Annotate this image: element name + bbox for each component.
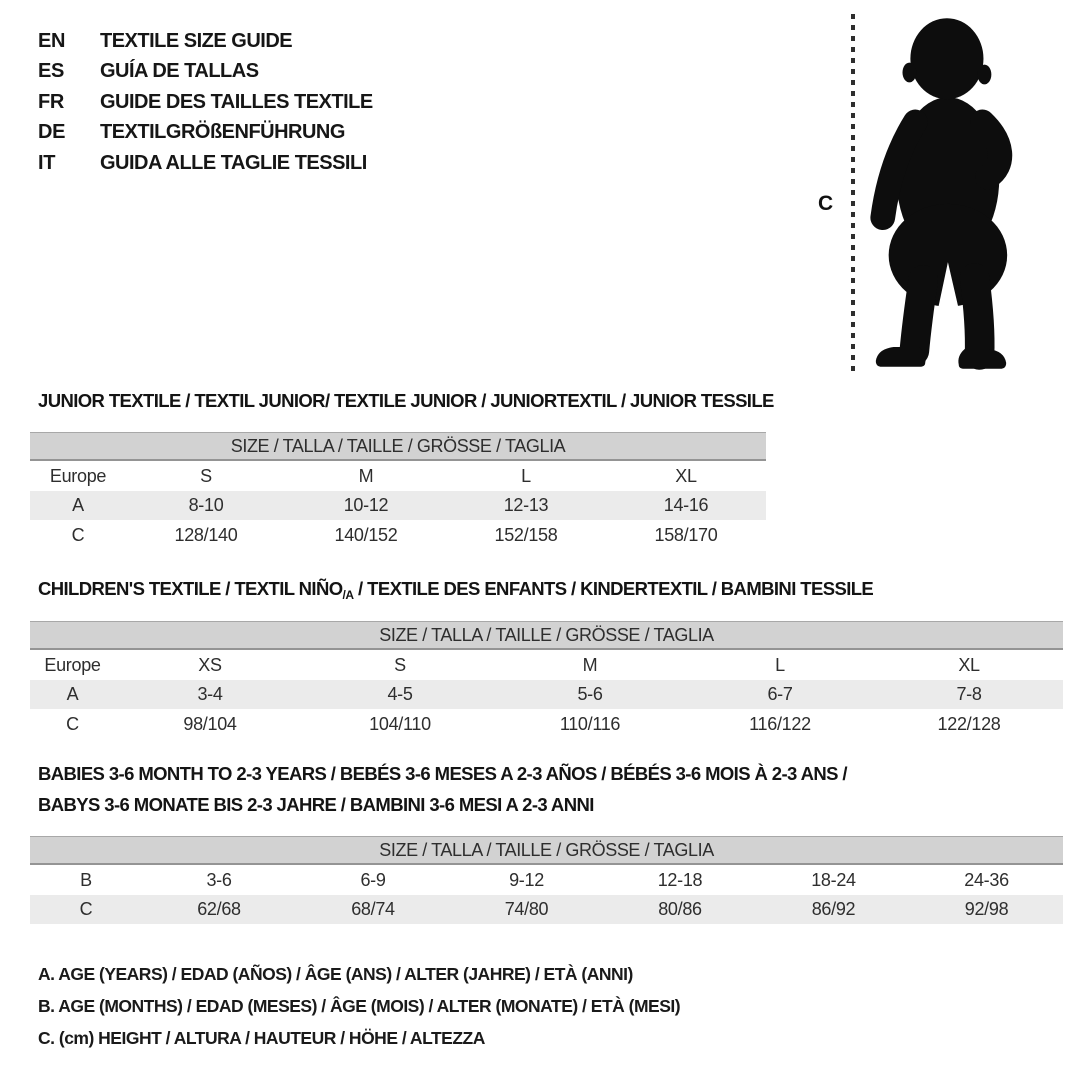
section-title-children-post: / TEXTILE DES ENFANTS / KINDERTEXTIL / BAMBINI TESSILE bbox=[353, 578, 874, 599]
table-cell: 6-9 bbox=[296, 864, 450, 895]
size-column: L bbox=[685, 649, 875, 680]
table-cell: 86/92 bbox=[757, 895, 910, 924]
table-cell: 4-5 bbox=[305, 680, 495, 709]
table-row bbox=[30, 460, 766, 491]
table-cell: 62/68 bbox=[142, 895, 296, 924]
table-row bbox=[30, 895, 1063, 924]
table-cell: 12-18 bbox=[603, 864, 757, 895]
table-cell: 7-8 bbox=[875, 680, 1063, 709]
junior-size-table bbox=[30, 432, 766, 550]
language-code: ES bbox=[38, 60, 65, 83]
size-column: S bbox=[305, 649, 495, 680]
language-row-en bbox=[38, 26, 373, 57]
height-measure-label: C bbox=[818, 192, 833, 215]
table-cell: 14-16 bbox=[606, 491, 766, 520]
row-label: B bbox=[30, 864, 142, 895]
table-cell: 3-6 bbox=[142, 864, 296, 895]
language-row-fr bbox=[38, 87, 373, 118]
section-title-babies bbox=[38, 758, 847, 820]
table-cell: 122/128 bbox=[875, 709, 1063, 739]
language-label: TEXTILGRÖßENFÜHRUNG bbox=[100, 121, 345, 144]
language-row-de bbox=[38, 118, 373, 149]
language-code: EN bbox=[38, 29, 66, 52]
table-cell: 140/152 bbox=[286, 520, 446, 550]
row-label: C bbox=[30, 520, 126, 550]
table-row bbox=[30, 520, 766, 550]
legend-line-a: A. AGE (YEARS) / EDAD (AÑOS) / ÂGE (ANS) / ALTER (JAHRE) / ETÀ (ANNI) bbox=[38, 964, 633, 984]
table-cell: 18-24 bbox=[757, 864, 910, 895]
language-list bbox=[38, 26, 373, 179]
row-label: A bbox=[30, 680, 115, 709]
table-cell: 3-4 bbox=[115, 680, 305, 709]
language-label: GUIDE DES TAILLES TEXTILE bbox=[100, 90, 373, 113]
legend-line-c: C. (cm) HEIGHT / ALTURA / HAUTEUR / HÖHE / ALTEZZA bbox=[38, 1028, 485, 1048]
section-title-babies-line1: BABIES 3-6 MONTH TO 2-3 YEARS / BEBÉS 3-6 MESES A 2-3 AÑOS / BÉBÉS 3-6 MOIS À 2-3 ANS / bbox=[38, 763, 847, 784]
table-cell: 10-12 bbox=[286, 491, 446, 520]
table-cell: 24-36 bbox=[910, 864, 1063, 895]
section-title-babies-line2: BABYS 3-6 MONATE BIS 2-3 JAHRE / BAMBINI 3-6 MESI A 2-3 ANNI bbox=[38, 794, 594, 815]
section-title-children bbox=[38, 578, 873, 602]
size-column: XL bbox=[606, 460, 766, 491]
size-header: SIZE / TALLA / TAILLE / GRÖSSE / TAGLIA bbox=[30, 433, 766, 461]
table-cell: 5-6 bbox=[495, 680, 685, 709]
language-row-es bbox=[38, 57, 373, 88]
language-code: IT bbox=[38, 151, 56, 174]
size-column: XL bbox=[875, 649, 1063, 680]
table-row bbox=[30, 680, 1063, 709]
table-cell: 158/170 bbox=[606, 520, 766, 550]
table-row bbox=[30, 864, 1063, 895]
region-label: Europe bbox=[30, 460, 126, 491]
toddler-silhouette-icon bbox=[862, 15, 1020, 371]
size-column: M bbox=[286, 460, 446, 491]
size-column: XS bbox=[115, 649, 305, 680]
legend-line-b: B. AGE (MONTHS) / EDAD (MESES) / ÂGE (MOIS) / ALTER (MONATE) / ETÀ (MESI) bbox=[38, 996, 681, 1016]
table-cell: 128/140 bbox=[126, 520, 286, 550]
row-label: C bbox=[30, 895, 142, 924]
language-row-it bbox=[38, 148, 373, 179]
section-title-junior: JUNIOR TEXTILE / TEXTIL JUNIOR/ TEXTILE JUNIOR / JUNIORTEXTIL / JUNIOR TESSILE bbox=[38, 390, 774, 411]
row-label: C bbox=[30, 709, 115, 739]
table-row bbox=[30, 649, 1063, 680]
table-cell: 92/98 bbox=[910, 895, 1063, 924]
table-header-row bbox=[30, 433, 766, 461]
language-code: FR bbox=[38, 90, 65, 113]
table-header-row bbox=[30, 622, 1063, 650]
table-header-row bbox=[30, 837, 1063, 865]
language-label: GUIDA ALLE TAGLIE TESSILI bbox=[100, 151, 367, 174]
table-cell: 68/74 bbox=[296, 895, 450, 924]
row-label: A bbox=[30, 491, 126, 520]
language-label: GUÍA DE TALLAS bbox=[100, 60, 259, 83]
table-row bbox=[30, 491, 766, 520]
table-cell: 9-12 bbox=[450, 864, 603, 895]
table-cell: 74/80 bbox=[450, 895, 603, 924]
table-cell: 80/86 bbox=[603, 895, 757, 924]
measurement-legend bbox=[38, 958, 680, 1054]
table-cell: 98/104 bbox=[115, 709, 305, 739]
table-row bbox=[30, 709, 1063, 739]
language-label: TEXTILE SIZE GUIDE bbox=[100, 29, 293, 52]
table-cell: 110/116 bbox=[495, 709, 685, 739]
table-cell: 104/110 bbox=[305, 709, 495, 739]
region-label: Europe bbox=[30, 649, 115, 680]
table-cell: 12-13 bbox=[446, 491, 606, 520]
babies-size-table bbox=[30, 836, 1063, 924]
table-cell: 8-10 bbox=[126, 491, 286, 520]
size-column: L bbox=[446, 460, 606, 491]
table-cell: 152/158 bbox=[446, 520, 606, 550]
section-title-children-sub: /A bbox=[342, 588, 354, 602]
size-header: SIZE / TALLA / TAILLE / GRÖSSE / TAGLIA bbox=[30, 622, 1063, 650]
section-title-children-pre: CHILDREN'S TEXTILE / TEXTIL NIÑO bbox=[38, 578, 343, 599]
size-column: S bbox=[126, 460, 286, 491]
size-header: SIZE / TALLA / TAILLE / GRÖSSE / TAGLIA bbox=[30, 837, 1063, 865]
children-size-table bbox=[30, 621, 1063, 739]
size-column: M bbox=[495, 649, 685, 680]
language-code: DE bbox=[38, 121, 66, 144]
table-cell: 6-7 bbox=[685, 680, 875, 709]
table-cell: 116/122 bbox=[685, 709, 875, 739]
height-measure-dotted-line bbox=[851, 14, 855, 372]
